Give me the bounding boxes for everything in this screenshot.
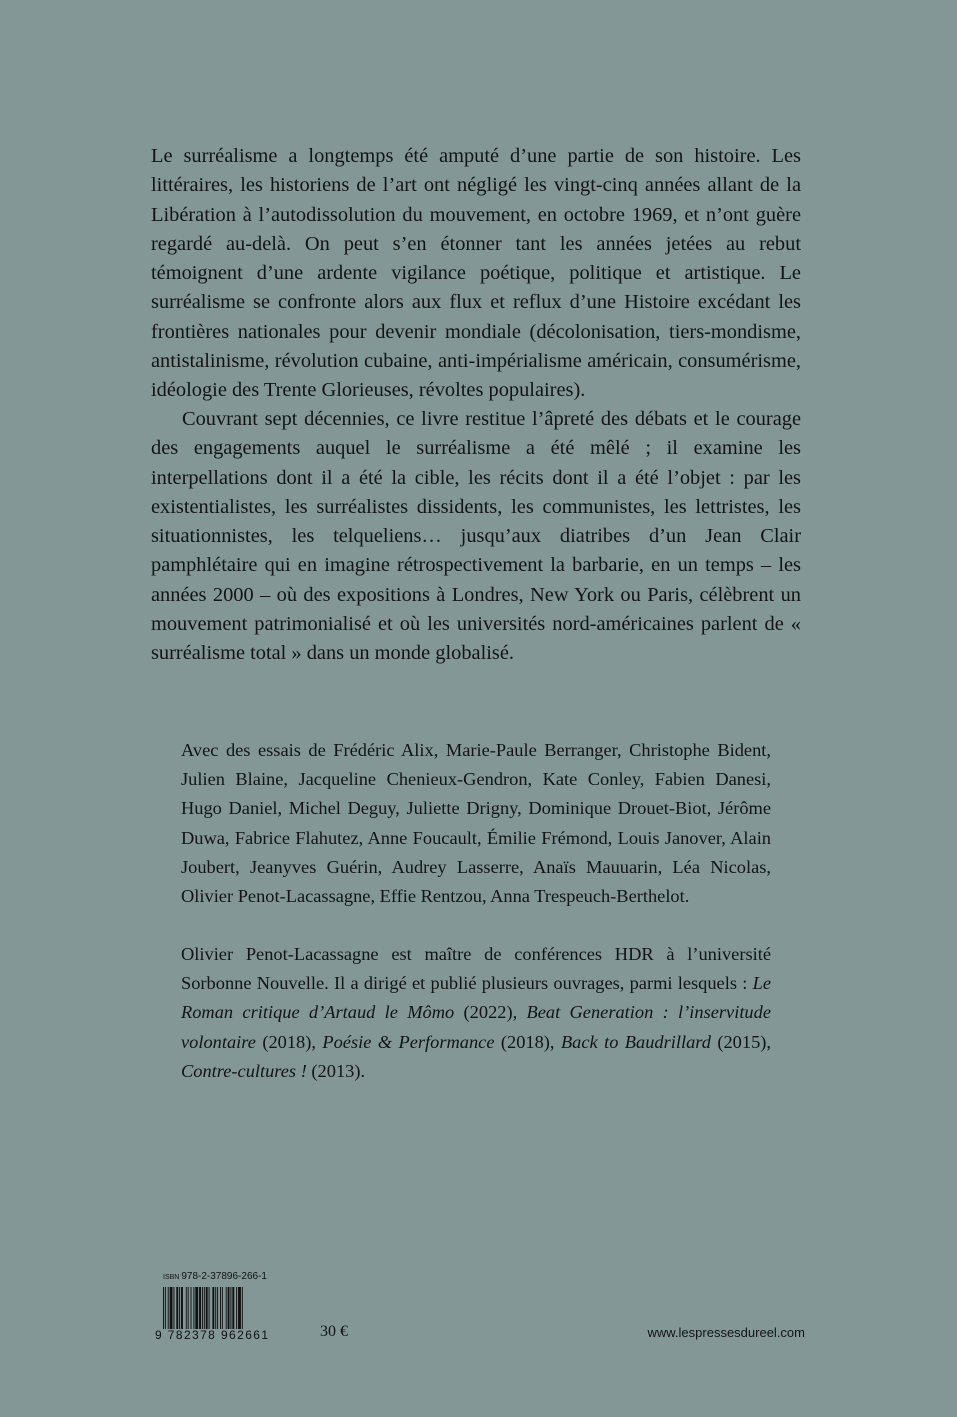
barcode-bar [165, 1287, 166, 1329]
barcode-bar [204, 1287, 205, 1329]
work-title: Le Roman critique d’Artaud le Mômo [181, 973, 771, 1023]
isbn-line [163, 1271, 267, 1282]
contributors-list: Avec des essais de Frédéric Alix, Marie-Paule Berranger, Christophe Bident, Julien Blaine, Jacqueline Chenieux-Gendron, Kate Conley, Fabien Danesi, Hugo Daniel, Michel Deguy, Juliette Drigny, Dominique Drouet-Biot, Jérôme Duwa, Fabrice Flahutez, Anne Foucault, Émilie Frémond, Louis Janover, Alain Joubert, Jeanyves Guérin, Audrey Lasserre, Anaïs Mauuarin, Léa Nicolas, Olivier Penot-Lacassagne, Effie Rentzou, Anna Trespeuch-Berthelot. [181, 740, 771, 907]
barcode-bar [170, 1287, 173, 1329]
barcode-bar [188, 1287, 189, 1329]
barcode-bar [193, 1287, 194, 1329]
barcode-bar [206, 1287, 208, 1329]
barcode-bar [195, 1287, 198, 1329]
barcode-bar [176, 1287, 178, 1329]
barcode [163, 1287, 275, 1329]
barcode-bar [199, 1287, 201, 1329]
barcode-bar [236, 1287, 237, 1329]
barcode-bar [186, 1287, 187, 1329]
barcode-bar [191, 1287, 192, 1329]
barcode-bar [217, 1287, 218, 1329]
barcode-bar [226, 1287, 227, 1329]
barcode-bar [215, 1287, 216, 1329]
isbn-number: 978-2-37896-266-1 [181, 1271, 267, 1282]
author-bio [181, 940, 771, 1086]
summary-paragraph-2: Couvrant sept décennies, ce livre restitue l’âpreté des débats et le courage des engagements auquel le surréalisme a été mêlé ; il examine les interpellations dont il a été la cible, les récits dont il a été l’objet : par les existentialistes, les surréalistes dissidents, les communistes, les lettristes, les situationnistes, les telqueliens… jusqu’aux diatribes d’un Jean Clair pamphlétaire qui en imagine rétrospectivement la barbarie, en un temps – les années 2000 – où des expositions à Londres, New York ou Paris, célèbrent un mouvement patrimonialisé et où les universités nord-américaines parlent de « surréalisme total » dans un monde globalisé. [151, 408, 801, 665]
barcode-bar [232, 1287, 234, 1329]
work-title: Beat Generation : l’inservitude volontaire [181, 1002, 771, 1052]
summary-paragraph-1: Le surréalisme a longtemps été amputé d’une partie de son histoire. Les littéraires, les historiens de l’art ont négligé les vingt-cinq années allant de la Libération à l’autodissolution du mouvement, en octobre 1969, et n’ont guère regardé au-delà. On peut s’en étonner tant les années jetées au rebut témoignent d’une ardente vigilance poétique, politique et artistique. Le surréalisme se confronte alors aux flux et reflux d’une Histoire excédant les frontières nationales pour devenir mondiale (décolonisation, tiers-mondisme, antistalinisme, révolution cubaine, anti-impérialisme américain, consumérisme, idéologie des Trente Glorieuses, révoltes populaires). [151, 145, 801, 402]
barcode-bar [168, 1287, 169, 1329]
work-title: Poésie & Performance [322, 1031, 495, 1052]
barcode-digits: 9 782378 962661 [155, 1328, 270, 1342]
barcode-bar [220, 1287, 221, 1329]
work-year: (2018), [255, 1031, 323, 1052]
barcode-bar [202, 1287, 203, 1329]
isbn-label: ISBN [163, 1274, 180, 1281]
work-title: Back to Baudrillard [560, 1031, 711, 1052]
publisher-website: www.lespressesdureel.com [647, 1325, 805, 1340]
work-year: (2022), [454, 1002, 527, 1023]
barcode-bar [179, 1287, 180, 1329]
price: 30 € [320, 1323, 348, 1340]
barcode-bar [181, 1287, 183, 1329]
barcode-bar [228, 1287, 230, 1329]
author-bio-intro: Olivier Penot-Lacassagne est maître de conférences HDR à l’université Sorbonne Nouvelle. Il a dirigé et publié plusieurs ouvrages, parmi lesquels : [181, 944, 771, 994]
barcode-bar [230, 1287, 231, 1329]
barcode-bar [222, 1287, 223, 1329]
barcode-bar [173, 1287, 174, 1329]
work-year: (2018), [494, 1031, 561, 1052]
barcode-bar [163, 1287, 164, 1329]
work-year: (2013). [306, 1060, 366, 1081]
work-year: (2015), [710, 1031, 771, 1052]
barcode-bar [212, 1287, 214, 1329]
barcode-bar [238, 1287, 241, 1329]
barcode-bar [242, 1287, 243, 1329]
work-title: Contre-cultures ! [181, 1060, 307, 1081]
barcode-bar [209, 1287, 210, 1329]
